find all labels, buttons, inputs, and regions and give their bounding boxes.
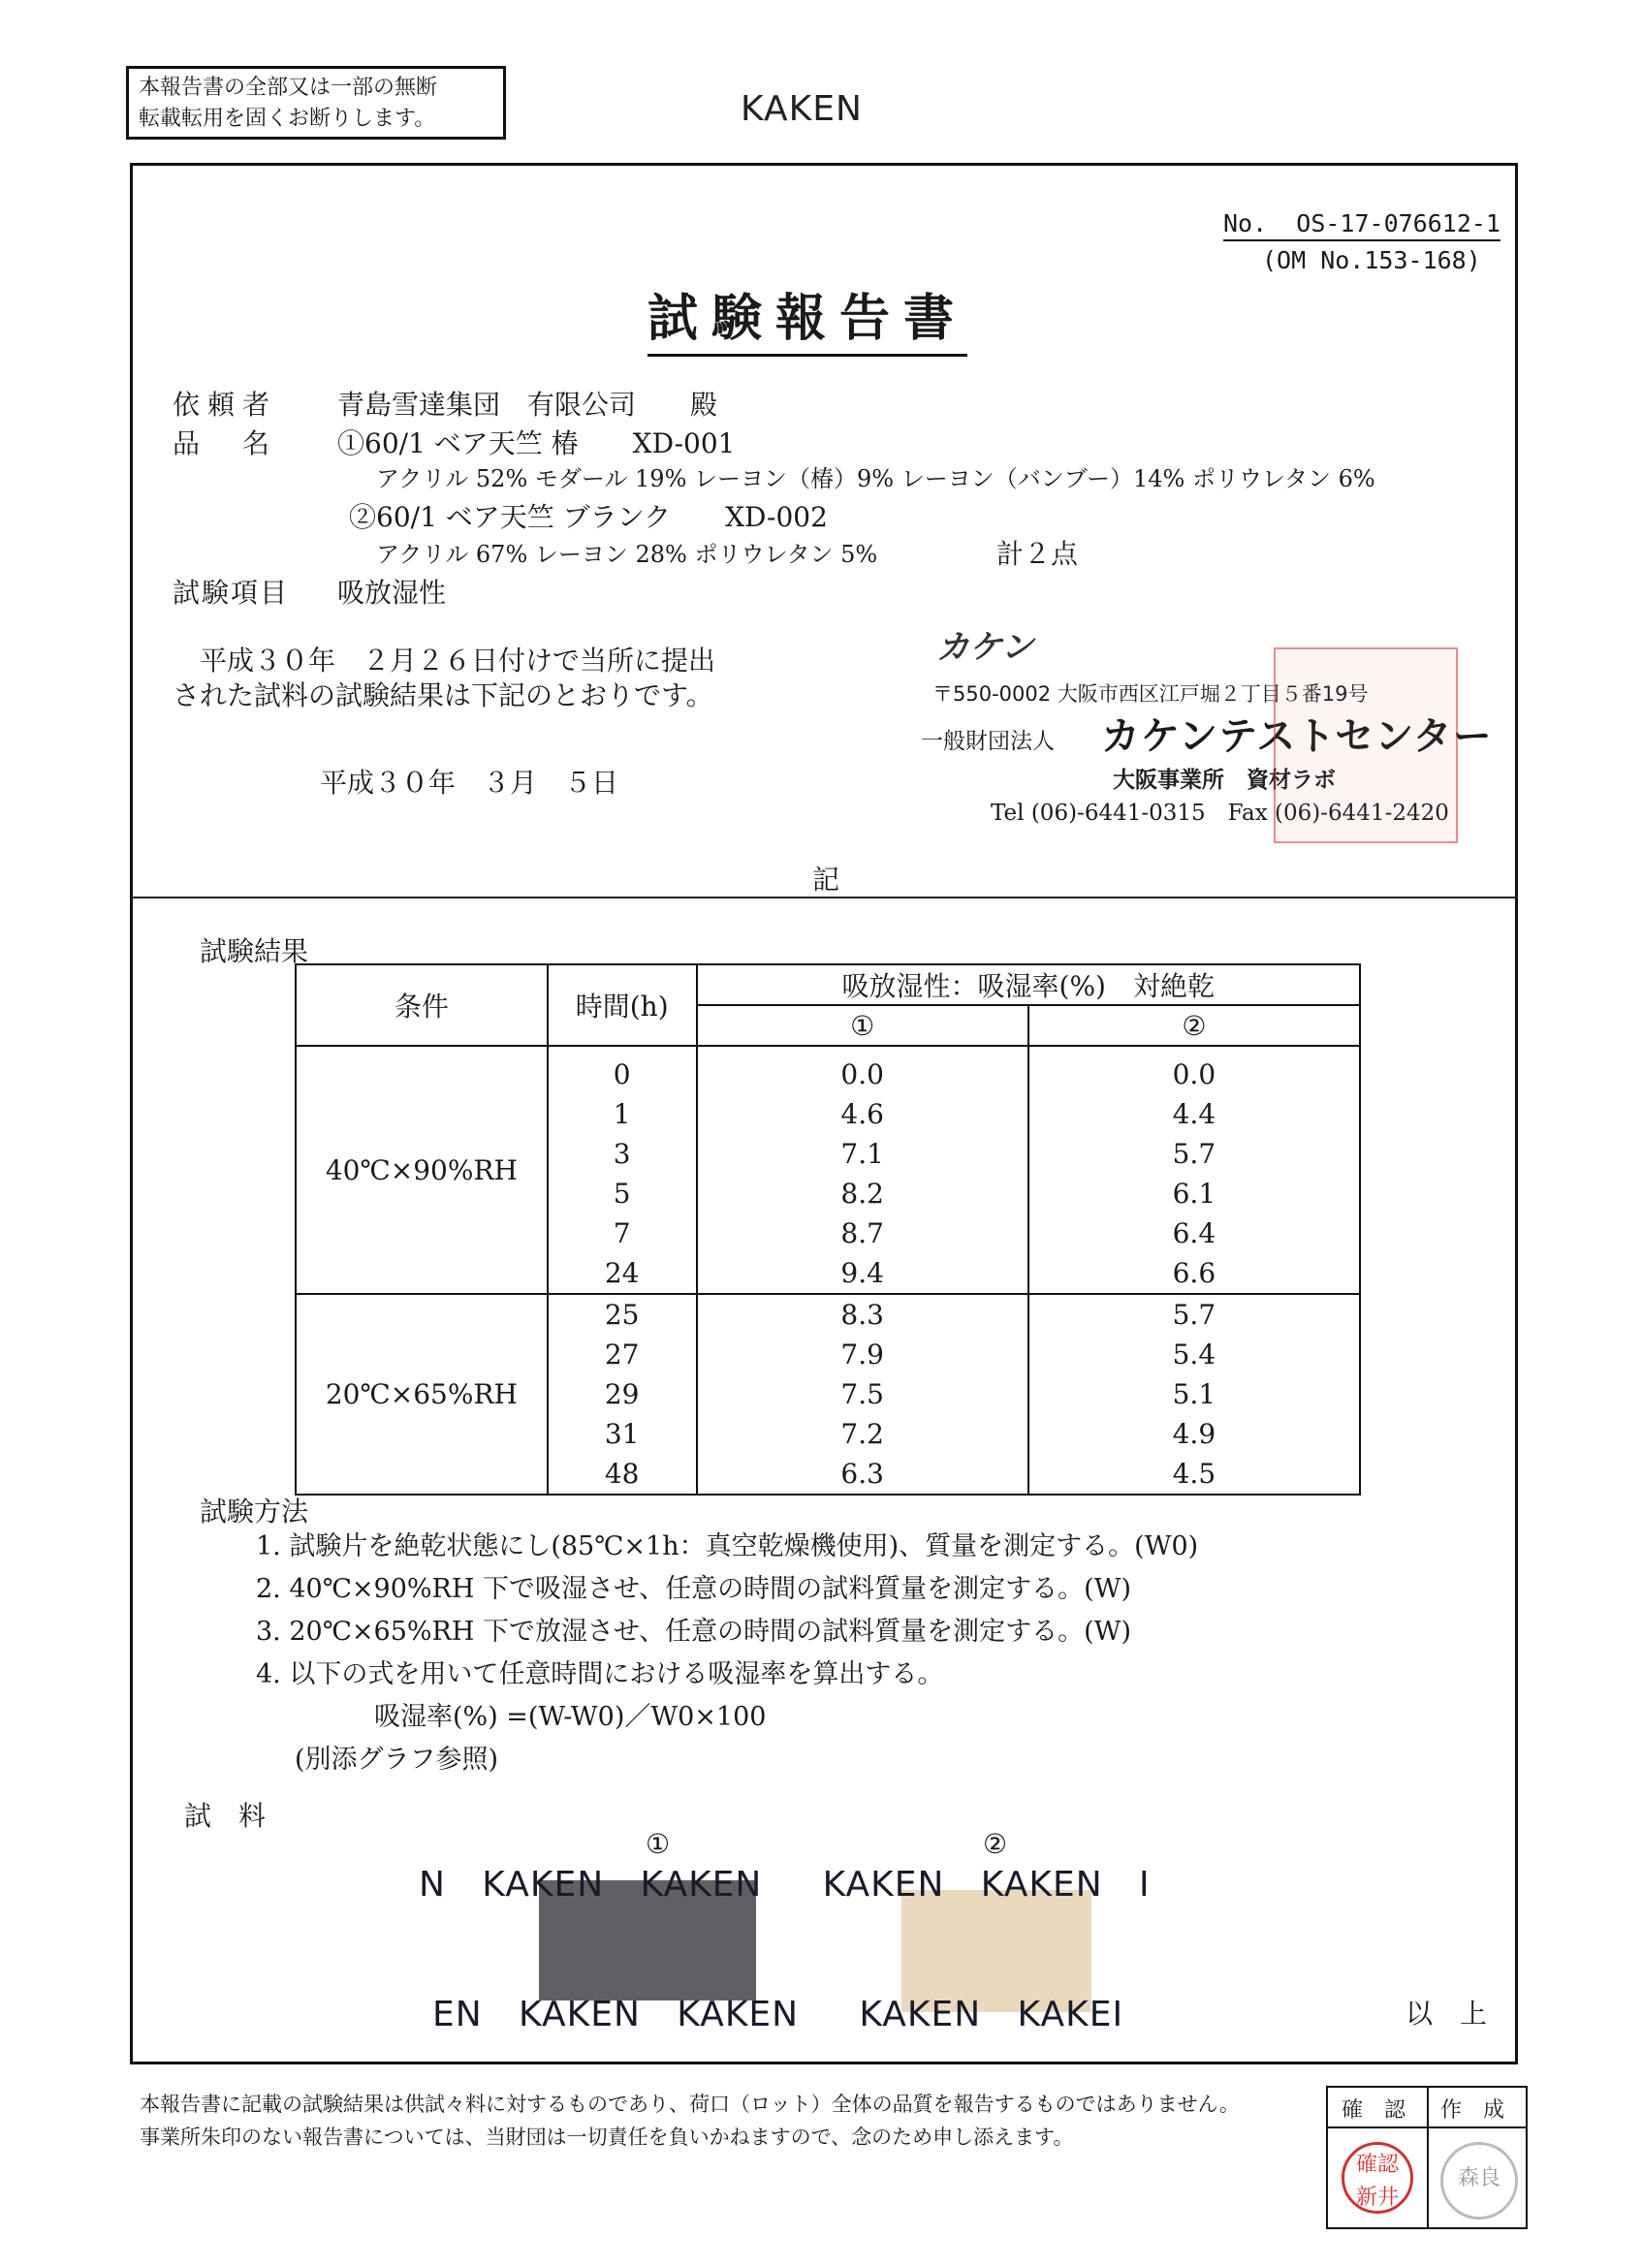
method-step-3: 3. 20℃×65%RH 下で放湿させ、任意の時間の試料質量を測定する。(W) bbox=[256, 1617, 1132, 1647]
table-cell-time: 24 bbox=[548, 1253, 697, 1294]
report-title: 試験報告書 bbox=[647, 277, 967, 357]
approval-box bbox=[1326, 2086, 1528, 2229]
creator-seal: 森良 bbox=[1440, 2142, 1518, 2220]
samples-label: 試 料 bbox=[184, 1800, 267, 1832]
issuer-org-prefix: 一般財団法人 bbox=[921, 729, 1055, 754]
issuer-address: 〒550-0002 大阪市西区江戸堀２丁目５番19号 bbox=[932, 682, 1369, 706]
table-cell-s1: 4.6 bbox=[697, 1094, 1028, 1134]
method-step-4: 4. 以下の式を用いて任意時間における吸湿率を算出する。 bbox=[256, 1659, 944, 1689]
col-time-header: 時間(h) bbox=[548, 964, 697, 1046]
table-cell-s1: 6.3 bbox=[697, 1454, 1028, 1495]
table-cell-s1: 0.0 bbox=[697, 1046, 1028, 1094]
method-formula: 吸湿率(%) =(W-W0)／W0×100 bbox=[374, 1702, 767, 1732]
item-1-composition: アクリル 52% モダール 19% レーヨン（椿）9% レーヨン（バンブー）14% ポリウレタン 6% bbox=[376, 465, 1375, 492]
intro-line-1: 平成３０年 ２月２６日付けで当所に提出 bbox=[200, 645, 716, 677]
condition-20-65: 20℃×65%RH bbox=[296, 1294, 548, 1495]
table-cell-s2: 6.6 bbox=[1028, 1253, 1360, 1294]
table-cell-s2: 4.4 bbox=[1028, 1094, 1360, 1134]
office-seal bbox=[1274, 647, 1458, 843]
results-table bbox=[295, 963, 1361, 1496]
table-cell-time: 27 bbox=[548, 1335, 697, 1374]
end-mark: 以 上 bbox=[1405, 1998, 1488, 2030]
table-cell-s2: 4.5 bbox=[1028, 1454, 1360, 1495]
table-cell-s1: 8.3 bbox=[697, 1294, 1028, 1335]
footer-line-2: 事業所朱印のない報告書については、当財団は一切責任を負いかねますので、念のため申し添えます。 bbox=[140, 2126, 1074, 2149]
col-condition-header: 条件 bbox=[296, 964, 548, 1046]
table-cell-s2: 6.1 bbox=[1028, 1174, 1360, 1213]
table-cell-s1: 7.5 bbox=[697, 1374, 1028, 1414]
table-cell-time: 31 bbox=[548, 1414, 697, 1454]
method-step-2: 2. 40℃×90%RH 下で吸湿させ、任意の時間の試料質量を測定する。(W) bbox=[256, 1574, 1132, 1604]
issuer-tel-fax: Tel (06)-6441-0315 Fax (06)-6441-2420 bbox=[991, 801, 1449, 826]
report-date: 平成３０年 ３月 ５日 bbox=[320, 767, 619, 799]
method-steps bbox=[256, 1526, 1198, 1781]
table-cell-s2: 4.9 bbox=[1028, 1414, 1360, 1454]
item-total: 計２点 bbox=[996, 538, 1079, 570]
om-number: (OM No.153-168) bbox=[1262, 246, 1481, 274]
table-cell-s1: 7.1 bbox=[697, 1134, 1028, 1174]
method-step-1: 1. 試験片を絶乾状態にし(85℃×1h：真空乾燥機使用)、質量を測定する。(W0) bbox=[256, 1531, 1199, 1561]
col-sample2-header: ② bbox=[1028, 1005, 1360, 1046]
sample-label-row-1: N KAKEN KAKEN KAKEN KAKEN I bbox=[419, 1865, 1151, 1905]
table-cell-s1: 7.9 bbox=[697, 1335, 1028, 1374]
footer-line-1: 本報告書に記載の試験結果は供試々料に対するものであり、荷口（ロット）全体の品質を報告するものではありません。 bbox=[140, 2093, 1240, 2116]
table-cell-s2: 5.1 bbox=[1028, 1374, 1360, 1414]
ki-mark: 記 bbox=[812, 864, 840, 896]
report-number-label: No. bbox=[1223, 209, 1268, 237]
item-2-composition: アクリル 67% レーヨン 28% ポリウレタン 5% bbox=[376, 541, 878, 568]
intro-line-2: された試料の試験結果は下記のとおりです。 bbox=[173, 679, 713, 711]
confirm-seal: 確認 新井 bbox=[1342, 2142, 1413, 2214]
table-cell-s1: 8.2 bbox=[697, 1174, 1028, 1213]
confirm-header: 確 認 bbox=[1342, 2098, 1406, 2123]
report-number-value: OS-17-076612-1 bbox=[1296, 209, 1500, 237]
table-cell-s2: 5.7 bbox=[1028, 1134, 1360, 1174]
table-cell-s1: 9.4 bbox=[697, 1253, 1028, 1294]
issuer-org-name: カケンテストセンター bbox=[1101, 714, 1493, 759]
test-item-label: 試験項目 bbox=[173, 577, 290, 609]
item-label: 品 名 bbox=[173, 427, 278, 459]
table-cell-s2: 5.7 bbox=[1028, 1294, 1360, 1335]
table-cell-time: 0 bbox=[548, 1046, 697, 1094]
client-label: 依頼者 bbox=[173, 389, 278, 421]
sample-label-row-2: EN KAKEN KAKEN KAKEN KAKEI bbox=[432, 1995, 1124, 2034]
copyright-notice bbox=[126, 66, 506, 140]
notice-line-2: 転載転用を固くお断りします。 bbox=[139, 107, 436, 131]
item-1: ①60/1 ベア天竺 椿 XD-001 bbox=[337, 427, 736, 459]
section-divider bbox=[132, 897, 1516, 898]
method-label: 試験方法 bbox=[200, 1496, 309, 1528]
issuer-logo: カケン bbox=[936, 628, 1034, 667]
test-item-value: 吸放湿性 bbox=[337, 577, 447, 609]
col-sample1-header: ① bbox=[697, 1005, 1028, 1046]
table-cell-s1: 7.2 bbox=[697, 1414, 1028, 1454]
method-note: (別添グラフ参照) bbox=[295, 1745, 499, 1775]
brand-logo: KAKEN bbox=[741, 89, 863, 129]
table-cell-s2: 6.4 bbox=[1028, 1213, 1360, 1253]
table-cell-time: 48 bbox=[548, 1454, 697, 1495]
table-cell-time: 7 bbox=[548, 1213, 697, 1253]
creator-header: 作 成 bbox=[1440, 2098, 1505, 2123]
notice-line-1: 本報告書の全部又は一部の無断 bbox=[139, 76, 438, 100]
item-2: ②60/1 ベア天竺 ブランク XD-002 bbox=[349, 501, 828, 533]
table-cell-s1: 8.7 bbox=[697, 1213, 1028, 1253]
table-cell-time: 1 bbox=[548, 1094, 697, 1134]
table-cell-s2: 0.0 bbox=[1028, 1046, 1360, 1094]
table-cell-time: 29 bbox=[548, 1374, 697, 1414]
condition-40-90: 40℃×90%RH bbox=[296, 1046, 548, 1294]
sample-1-mark: ① bbox=[646, 1828, 671, 1860]
footer-disclaimer bbox=[140, 2088, 1240, 2154]
table-cell-time: 5 bbox=[548, 1174, 697, 1213]
table-cell-time: 25 bbox=[548, 1294, 697, 1335]
report-number bbox=[1223, 209, 1500, 241]
table-cell-s2: 5.4 bbox=[1028, 1335, 1360, 1374]
results-label: 試験結果 bbox=[200, 935, 309, 967]
col-absorption-header: 吸放湿性：吸湿率(%) 対絶乾 bbox=[697, 964, 1360, 1005]
sample-2-mark: ② bbox=[983, 1828, 1008, 1860]
client-value: 青島雪達集団 有限公司 殿 bbox=[337, 389, 718, 421]
issuer-office: 大阪事業所 資材ラボ bbox=[1113, 768, 1336, 793]
table-cell-time: 3 bbox=[548, 1134, 697, 1174]
